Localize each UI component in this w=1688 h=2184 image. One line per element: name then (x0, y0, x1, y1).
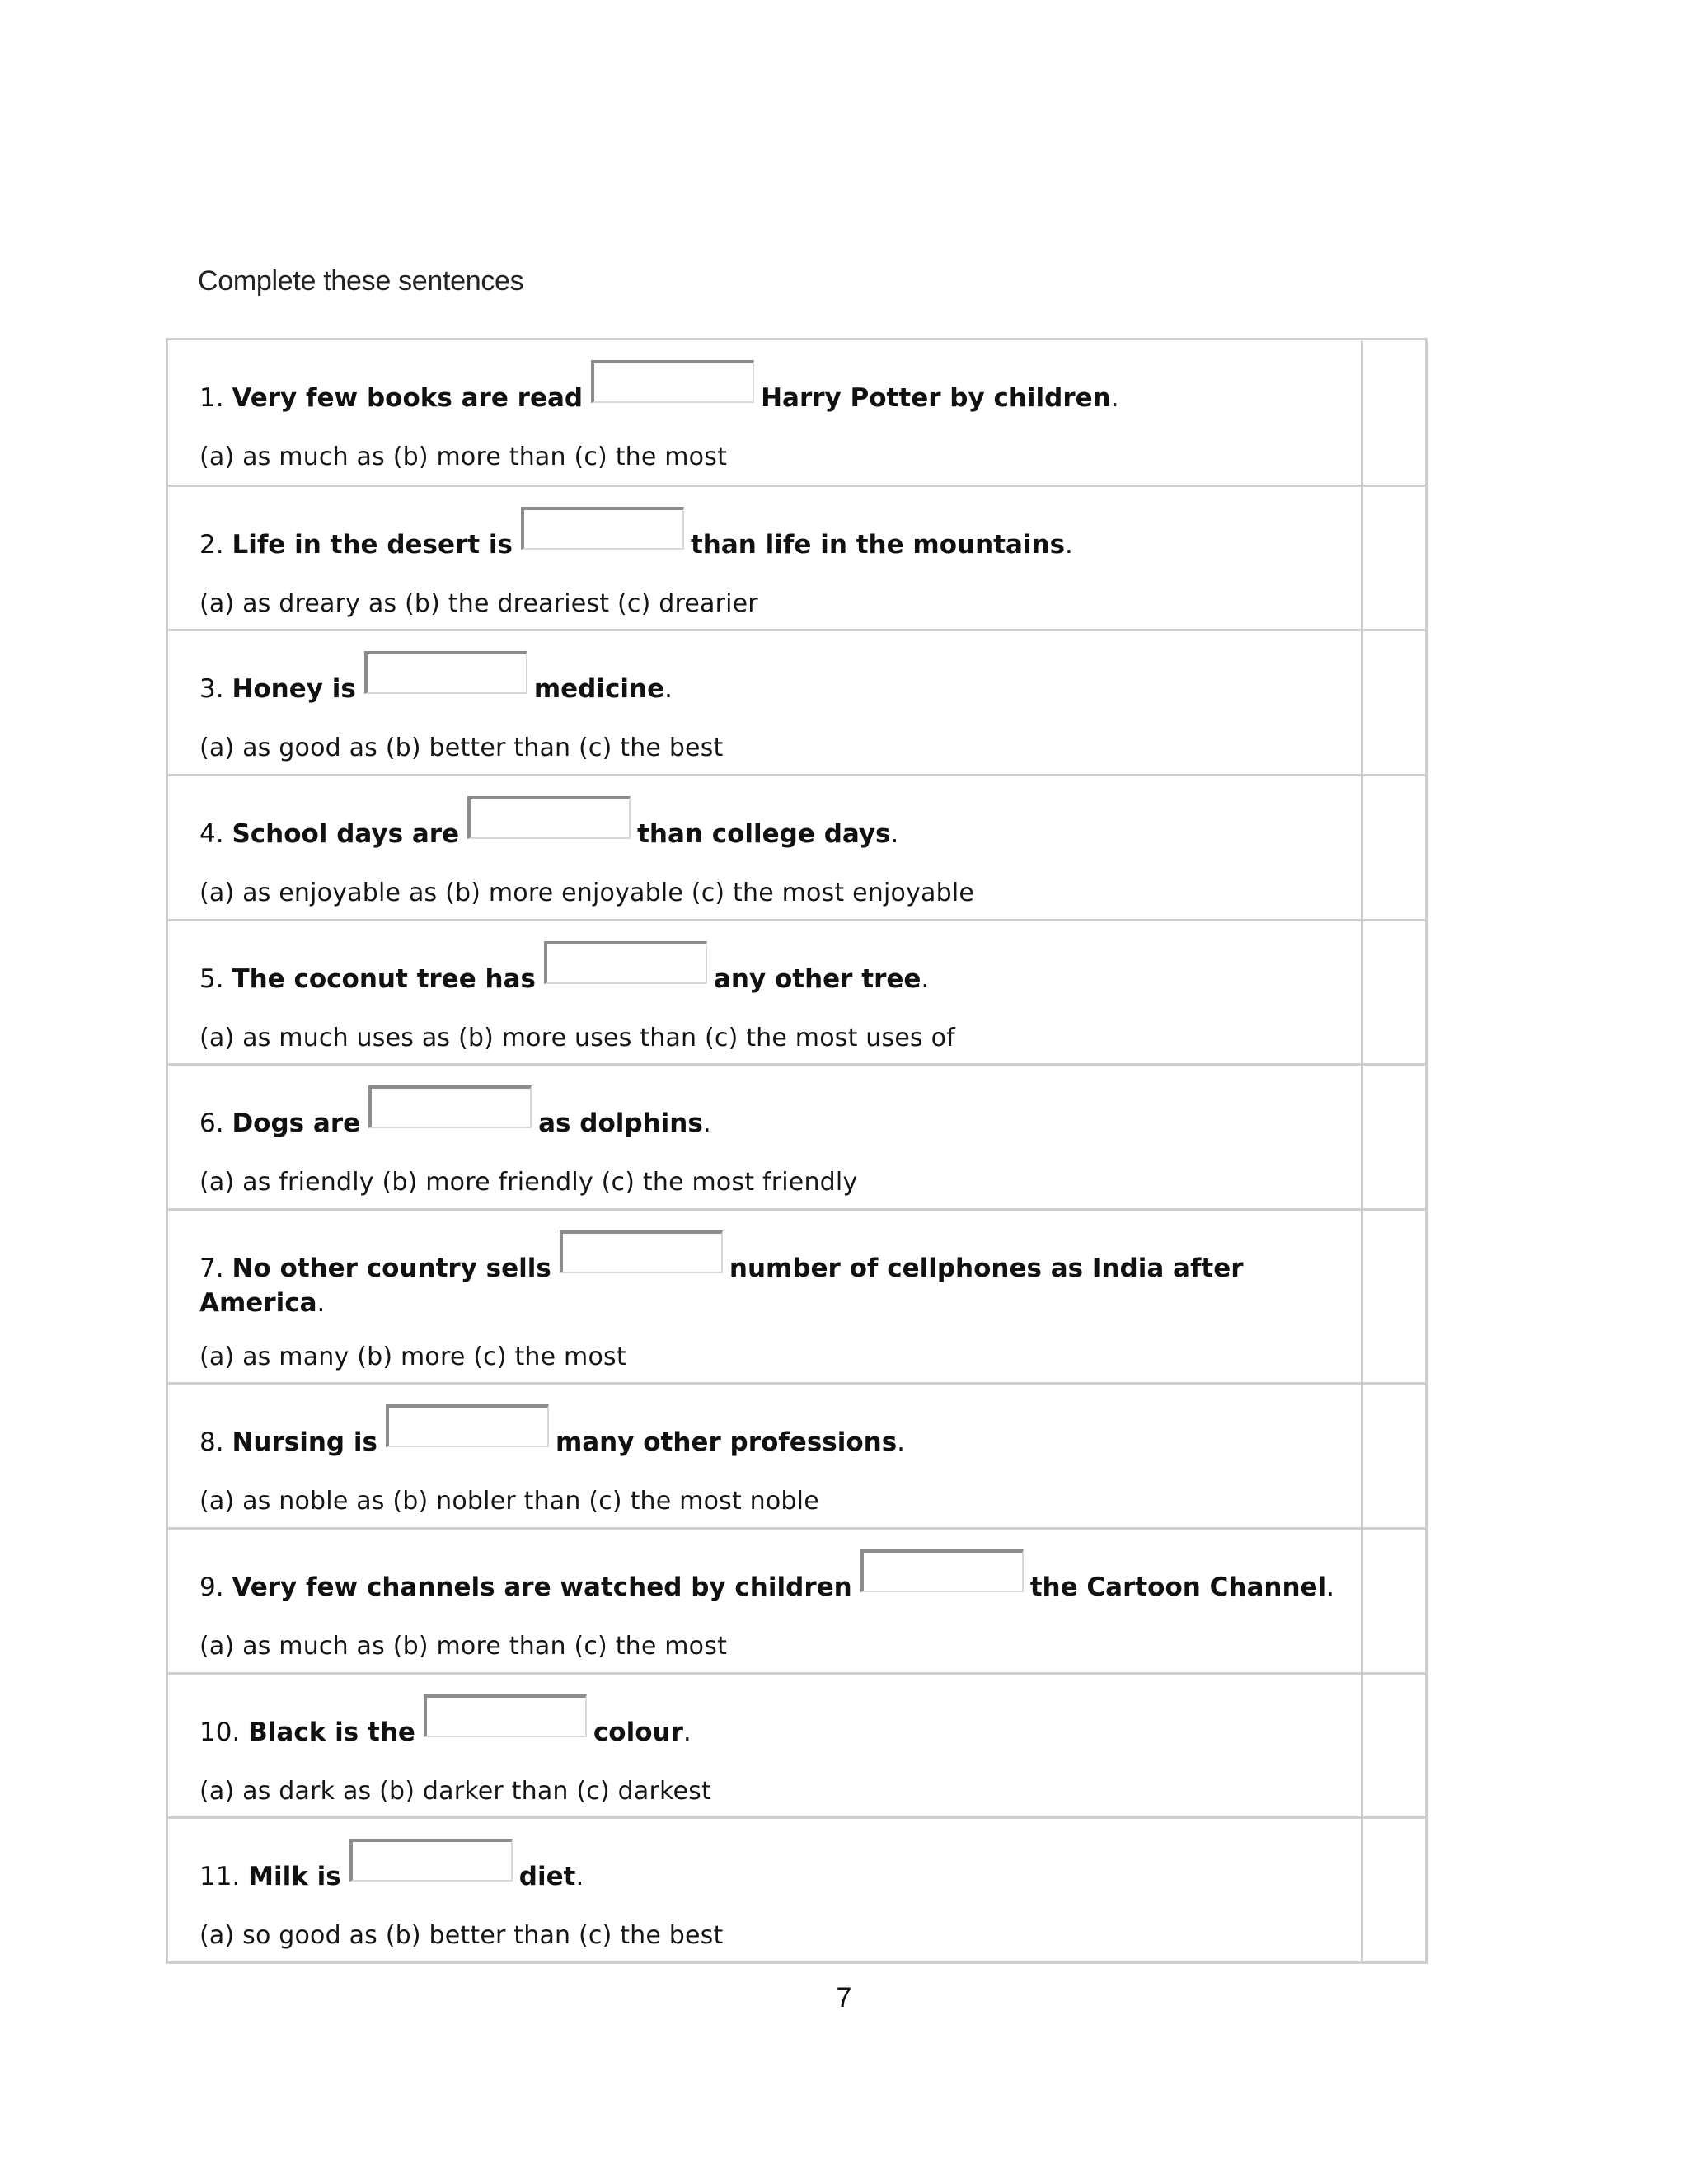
question-cell (167, 630, 1362, 776)
question-row (167, 1818, 1427, 1963)
side-cell (1362, 630, 1427, 776)
sentence-end: as dolphins (538, 1108, 703, 1138)
side-cell (1362, 1384, 1427, 1529)
question-number: 8. (199, 1427, 224, 1457)
question-cell (167, 1674, 1362, 1818)
answer-input[interactable] (386, 1404, 549, 1447)
question-number: 5. (199, 964, 224, 994)
question-sentence: 9. Very few channels are watched by children the Cartoon Channel. (199, 1564, 1338, 1607)
side-cell (1362, 1818, 1427, 1963)
question-row (167, 1210, 1427, 1384)
answer-input[interactable] (544, 941, 707, 984)
question-row (167, 776, 1427, 921)
answer-options: (a) as enjoyable as (b) more enjoyable (c) the most enjoyable (199, 879, 975, 907)
question-row (167, 1065, 1427, 1210)
side-cell (1362, 1210, 1427, 1384)
sentence-end: the Cartoon Channel (1029, 1572, 1327, 1602)
sentence-start: Milk is (248, 1862, 341, 1891)
answer-input[interactable] (860, 1549, 1024, 1592)
question-row (167, 486, 1427, 630)
page-number: 7 (836, 1982, 852, 2013)
sentence-start: Very few books are read (232, 383, 584, 413)
answer-options: (a) as friendly (b) more friendly (c) the most friendly (199, 1168, 858, 1197)
side-cell (1362, 1674, 1427, 1818)
sentence-end: any other tree (713, 964, 921, 994)
side-cell (1362, 921, 1427, 1065)
answer-options: (a) as noble as (b) nobler than (c) the most noble (199, 1487, 819, 1516)
answer-options: (a) as good as (b) better than (c) the best (199, 733, 724, 762)
answer-input[interactable] (424, 1694, 587, 1737)
answer-options: (a) as many (b) more (c) the most (199, 1343, 626, 1371)
side-cell (1362, 1529, 1427, 1674)
side-cell (1362, 776, 1427, 921)
answer-input[interactable] (368, 1085, 532, 1128)
question-sentence: 1. Very few books are read Harry Potter by children. (199, 375, 1338, 418)
answer-options: (a) as much uses as (b) more uses than (c) the most uses of (199, 1024, 955, 1052)
question-sentence: 7. No other country sells number of cellphones as India after America. (199, 1245, 1338, 1318)
side-cell (1362, 486, 1427, 630)
question-number: 10. (199, 1718, 241, 1747)
sentence-end: colour (593, 1718, 683, 1747)
question-cell (167, 1065, 1362, 1210)
question-cell (167, 1818, 1362, 1963)
answer-input[interactable] (467, 796, 631, 839)
answer-options: (a) as dreary as (b) the dreariest (c) drearier (199, 589, 758, 618)
sentence-end: medicine (533, 674, 665, 704)
sentence-start: No other country sells (232, 1254, 551, 1283)
question-sentence: 4. School days are than college days. (199, 811, 1338, 854)
question-row (167, 630, 1427, 776)
question-row (167, 340, 1427, 486)
side-cell (1362, 340, 1427, 486)
answer-options: (a) as dark as (b) darker than (c) darkest (199, 1777, 711, 1806)
sentence-end: than college days (637, 819, 891, 849)
question-number: 3. (199, 674, 224, 704)
question-sentence: 11. Milk is diet. (199, 1854, 1338, 1896)
question-number: 2. (199, 530, 224, 560)
question-number: 6. (199, 1108, 224, 1138)
question-number: 4. (199, 819, 224, 849)
question-cell (167, 1529, 1362, 1674)
question-number: 11. (199, 1862, 241, 1891)
question-sentence: 2. Life in the desert is than life in the mountains. (199, 522, 1338, 565)
question-number: 9. (199, 1572, 224, 1602)
question-sentence: 6. Dogs are as dolphins. (199, 1100, 1338, 1143)
sentence-start: Black is the (248, 1718, 415, 1747)
sentence-start: Honey is (232, 674, 356, 704)
sentence-start: School days are (232, 819, 460, 849)
sentence-start: The coconut tree has (232, 964, 536, 994)
sentence-end: many other professions (555, 1427, 898, 1457)
question-sentence: 10. Black is the colour. (199, 1709, 1338, 1752)
answer-options: (a) as much as (b) more than (c) the most (199, 1632, 728, 1661)
sentence-end: number of cellphones as India after America (199, 1254, 1244, 1318)
sentence-start: Very few channels are watched by children (232, 1572, 852, 1602)
sentence-start: Dogs are (232, 1108, 361, 1138)
question-row (167, 1384, 1427, 1529)
answer-input[interactable] (521, 507, 684, 550)
question-cell (167, 1210, 1362, 1384)
answer-input[interactable] (349, 1839, 513, 1882)
sentence-end: diet (518, 1862, 576, 1891)
question-number: 1. (199, 383, 224, 413)
sentence-start: Nursing is (232, 1427, 377, 1457)
answer-input[interactable] (560, 1230, 723, 1273)
worksheet-instruction: Complete these sentences (198, 265, 524, 297)
question-cell (167, 1384, 1362, 1529)
sentence-start: Life in the desert is (232, 530, 513, 560)
question-table (166, 338, 1428, 1964)
answer-options: (a) as much as (b) more than (c) the most (199, 443, 728, 471)
question-sentence: 8. Nursing is many other professions. (199, 1419, 1338, 1462)
question-row (167, 1529, 1427, 1674)
sentence-end: than life in the mountains (690, 530, 1066, 560)
question-number: 7. (199, 1254, 224, 1283)
side-cell (1362, 1065, 1427, 1210)
question-cell (167, 340, 1362, 486)
question-row (167, 921, 1427, 1065)
question-row (167, 1674, 1427, 1818)
answer-options: (a) so good as (b) better than (c) the best (199, 1921, 724, 1950)
answer-input[interactable] (364, 651, 528, 694)
question-cell (167, 921, 1362, 1065)
sentence-end: Harry Potter by children (761, 383, 1111, 413)
question-sentence: 3. Honey is medicine. (199, 666, 1338, 709)
question-sentence: 5. The coconut tree has any other tree. (199, 956, 1338, 999)
answer-input[interactable] (591, 360, 754, 403)
question-cell (167, 486, 1362, 630)
question-cell (167, 776, 1362, 921)
